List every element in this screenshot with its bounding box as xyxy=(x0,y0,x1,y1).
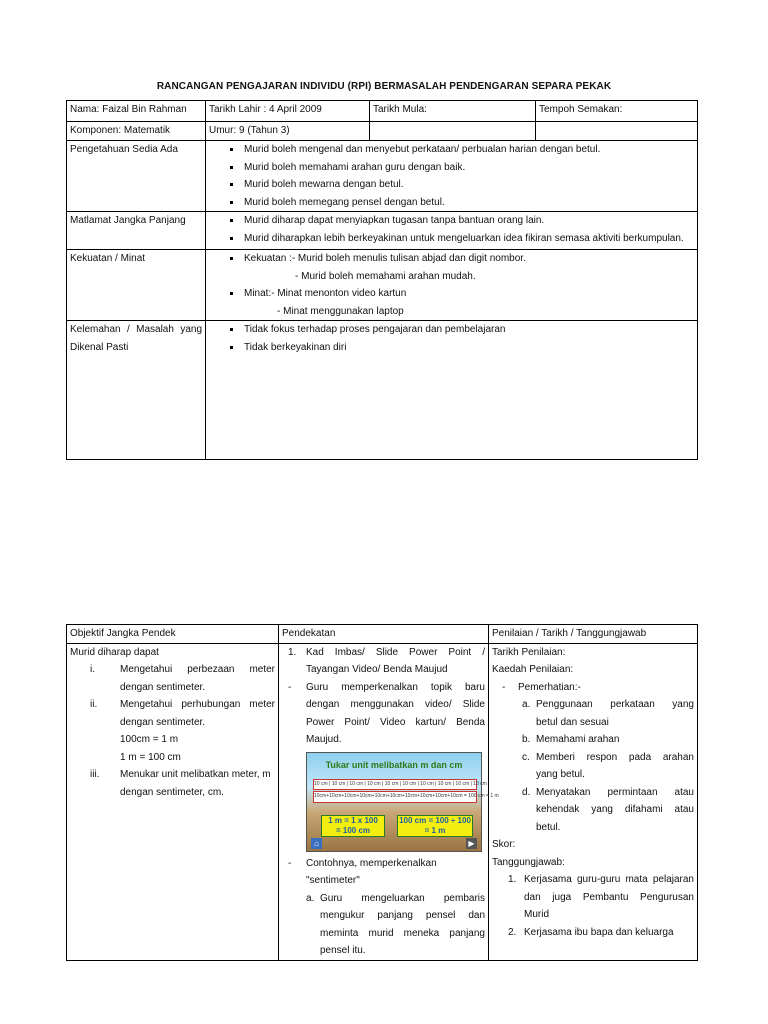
item-line: kehendak yang difahami atau xyxy=(536,804,694,815)
list-item xyxy=(70,766,275,801)
item-text: Pemerhatian:- xyxy=(518,681,581,693)
conversion-box: 1 m = 1 x 100 = 100 cm xyxy=(321,815,385,837)
list-item xyxy=(70,661,275,696)
item-number: 1. xyxy=(508,874,517,885)
item-text xyxy=(306,679,485,749)
kelemahan-list xyxy=(209,321,694,356)
komponen-cell: Komponen: Matematik xyxy=(67,122,206,141)
matlamat-label: Matlamat Jangka Panjang xyxy=(67,212,206,250)
list-item xyxy=(492,679,694,697)
umur-cell: Umur: 9 (Tahun 3) xyxy=(206,122,370,141)
item-number: i. xyxy=(90,664,95,675)
equation: 100cm = 1 m xyxy=(120,734,179,745)
kaedah-penilaian: Kaedah Penilaian: xyxy=(492,664,574,675)
list-item: Murid boleh mengenal dan menyebut perkataan/ perbualan harian dengan betul. xyxy=(244,141,694,159)
list-item xyxy=(70,696,275,766)
list-item xyxy=(282,855,485,890)
tarikh-penilaian: Tarikh Penilaian: xyxy=(492,646,566,658)
item-text xyxy=(306,644,485,679)
pendekatan-content xyxy=(279,643,499,960)
kekuatan-sub: - Murid boleh memahami arahan mudah. xyxy=(295,270,476,282)
list-item: Murid boleh mewarna dengan betul. xyxy=(244,176,694,194)
item-text: Kerjasama ibu bapa dan keluarga xyxy=(524,926,674,938)
home-icon: ⌂ xyxy=(311,838,322,849)
objektif-content xyxy=(67,643,279,960)
item-line: dengan sentimeter, cm. xyxy=(120,786,224,798)
item-line: yang betul. xyxy=(536,769,585,780)
kelemahan-content xyxy=(206,321,698,460)
minat-list xyxy=(209,285,694,303)
dash-marker: - xyxy=(502,681,506,693)
list-item: Tidak berkeyakinan diri xyxy=(244,339,694,357)
kelemahan-label-line: Dikenal Pasti xyxy=(70,341,129,353)
empty-cell xyxy=(536,122,698,141)
list-item xyxy=(492,924,694,942)
tarikh-mula-cell: Tarikh Mula: xyxy=(370,101,536,122)
student-profile-table xyxy=(66,100,698,460)
item-line: betul. xyxy=(536,821,561,833)
list-item xyxy=(492,731,694,749)
item-line: Mengetahui perhubungan meter xyxy=(120,699,275,710)
dash-marker: - xyxy=(288,857,292,869)
kekuatan-content xyxy=(206,250,698,321)
conversion-box: 100 cm = 100 ÷ 100 = 1 m xyxy=(397,815,473,837)
list-item: Tidak fokus terhadap proses pengajaran dan pembelajaran xyxy=(244,321,694,339)
list-item xyxy=(282,890,485,960)
penilaian-content xyxy=(489,643,698,960)
list-item xyxy=(492,871,694,924)
header-pendekatan: Pendekatan xyxy=(279,625,489,644)
item-line: Tayangan Video/ Benda Maujud xyxy=(306,664,448,675)
item-line: dengan sentimeter. xyxy=(120,716,206,728)
item-text xyxy=(536,696,694,731)
item-text xyxy=(536,749,694,784)
item-text xyxy=(108,696,275,766)
item-text xyxy=(108,661,275,696)
objektif-intro: Murid diharap dapat xyxy=(70,646,159,658)
item-number: a. xyxy=(306,892,315,904)
item-text xyxy=(524,871,694,924)
item-text xyxy=(536,784,694,837)
item-line: mengukur panjang pensel dan xyxy=(320,910,485,921)
sedia-ada-label: Pengetahuan Sedia Ada xyxy=(67,141,206,212)
list-item: Murid boleh memegang pensel dengan betul. xyxy=(244,194,694,212)
kekuatan-label: Kekuatan / Minat xyxy=(67,250,206,321)
item-line: betul dan sesuai xyxy=(536,716,609,728)
item-line: Memberi respon pada arahan xyxy=(536,751,694,763)
list-item xyxy=(492,784,694,837)
item-line: Maujud. xyxy=(306,734,342,745)
kekuatan-list xyxy=(209,250,694,268)
list-item: Kekuatan :- Murid boleh menulis tulisan abjad dan digit nombor. xyxy=(244,250,694,268)
item-line: Menyatakan permintaan atau xyxy=(536,786,694,798)
item-text xyxy=(320,890,485,960)
item-line: pensel itu. xyxy=(320,945,366,956)
item-number: b. xyxy=(522,734,531,745)
list-item: Minat:- Minat menonton video kartun xyxy=(244,285,694,303)
item-line: "sentimeter" xyxy=(306,875,360,886)
item-number: a. xyxy=(522,699,531,710)
list-item xyxy=(492,696,694,731)
item-line: Contohnya, memperkenalkan xyxy=(306,857,437,869)
list-item xyxy=(282,644,485,679)
slide-screenshot-image xyxy=(306,752,499,852)
document-title: RANCANGAN PENGAJARAN INDIVIDU (RPI) BERMASALAH PENDENGARAN SEPARA PEKAK xyxy=(156,81,612,92)
item-number: 2. xyxy=(508,926,517,938)
item-text xyxy=(306,855,485,890)
skor-label: Skor: xyxy=(492,839,516,850)
item-line: Guru memperkenalkan topik baru xyxy=(306,681,485,693)
item-line: Kad Imbas/ Slide Power Point / xyxy=(306,646,485,658)
item-line: dengan menggunakan video/ Slide xyxy=(306,699,485,710)
item-number: iii. xyxy=(90,769,100,780)
list-item: Murid diharapkan lebih berkeyakinan untuk mengeluarkan idea fikiran semasa aktiviti berkumpulan. xyxy=(244,230,694,248)
item-number: d. xyxy=(522,786,531,798)
ruler-strip: 10cm+10cm+10cm+10cm+10cm+10cm+10cm+10cm+10cm+10cm = 100 cm = 1 m xyxy=(313,791,477,803)
list-item xyxy=(282,679,485,749)
item-line: Power Point/ Video kartun/ Benda xyxy=(306,716,485,728)
slide-title: Tukar unit melibatkan m dan cm xyxy=(325,759,463,770)
sedia-ada-content xyxy=(206,141,698,212)
matlamat-list xyxy=(209,212,694,247)
kelemahan-label xyxy=(67,321,206,460)
item-line: dan juga Pembantu Pengurusan xyxy=(524,891,694,903)
item-line: Kerjasama guru-guru mata pelajaran xyxy=(524,874,694,885)
item-line: Menukar unit melibatkan meter, m xyxy=(120,769,271,780)
list-item: Murid diharap dapat menyiapkan tugasan tanpa bantuan orang lain. xyxy=(244,212,694,230)
list-item: Murid boleh memahami arahan guru dengan baik. xyxy=(244,159,694,177)
dash-marker: - xyxy=(288,681,292,693)
header-objektif: Objektif Jangka Pendek xyxy=(67,625,279,644)
item-text: Memahami arahan xyxy=(536,734,620,745)
sedia-ada-list xyxy=(209,141,694,211)
tarikh-lahir-cell: Tarikh Lahir : 4 April 2009 xyxy=(206,101,370,122)
item-number: ii. xyxy=(90,699,98,710)
item-number: c. xyxy=(522,751,530,763)
nama-cell: Nama: Faizal Bin Rahman xyxy=(67,101,206,122)
item-line: Mengetahui perbezaan meter xyxy=(120,664,275,675)
item-line: dengan sentimeter. xyxy=(120,681,206,693)
teaching-plan-table xyxy=(66,624,698,961)
empty-cell xyxy=(370,122,536,141)
item-line: meminta murid meneka panjang xyxy=(320,927,485,939)
play-icon: ▶ xyxy=(466,838,477,849)
item-text xyxy=(108,766,275,801)
equation: 1 m = 100 cm xyxy=(120,751,181,763)
tanggungjawab-label: Tanggungjawab: xyxy=(492,856,565,868)
list-item xyxy=(492,749,694,784)
item-line: Guru mengeluarkan pembaris xyxy=(320,892,485,904)
item-line: Penggunaan perkataan yang xyxy=(536,699,694,710)
item-number: 1. xyxy=(288,646,297,658)
kelemahan-label-line: Kelemahan / Masalah yang xyxy=(70,324,202,335)
tempoh-semakan-cell: Tempoh Semakan: xyxy=(536,101,698,122)
matlamat-content xyxy=(206,212,698,250)
item-line: Murid xyxy=(524,909,550,920)
ruler-strip: 10 cm | 10 cm | 10 cm | 10 cm | 10 cm | 10 cm | 10 cm | 10 cm | 10 cm | 10 cm xyxy=(313,779,477,790)
header-penilaian: Penilaian / Tarikh / Tanggungjawab xyxy=(489,625,698,644)
minat-sub: - Minat menggunakan laptop xyxy=(277,305,404,317)
